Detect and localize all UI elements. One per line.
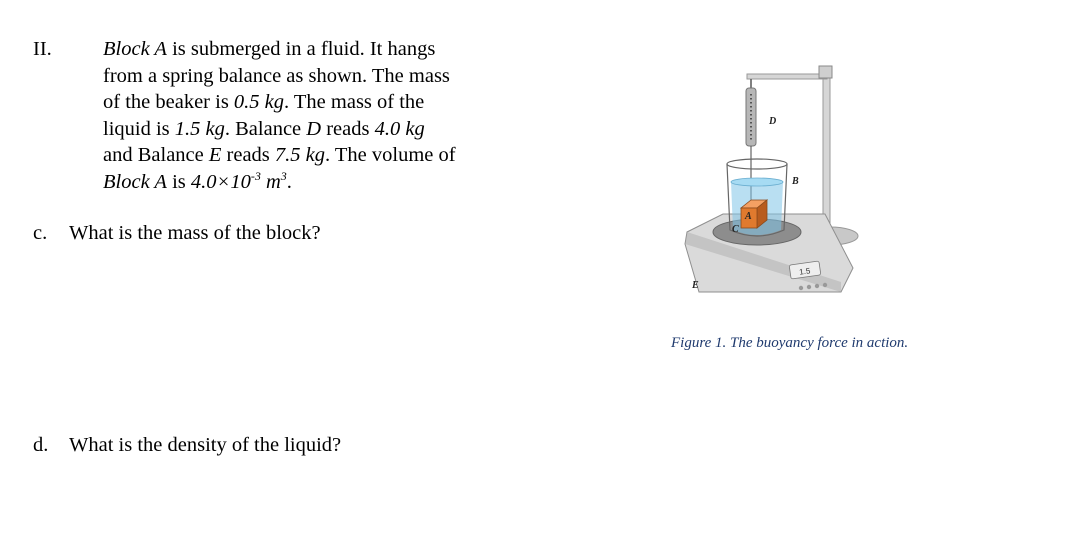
block-a-label: Block A — [103, 170, 167, 193]
label-d: D — [769, 116, 777, 127]
question-d-label: d. — [33, 434, 49, 456]
problem-line-2: from a spring balance as shown. The mass — [103, 64, 450, 87]
text-run: is — [166, 170, 191, 193]
question-d — [33, 432, 341, 459]
liquid-mass: 1.5 kg — [174, 117, 225, 140]
label-b: B — [792, 176, 799, 187]
label-e: E — [692, 280, 699, 291]
scale-button — [815, 284, 819, 288]
text-run: of the beaker is — [103, 91, 234, 113]
problem-line-4 — [103, 116, 523, 143]
volume-mantissa: 4.0×10 — [190, 170, 251, 193]
text-run: is submerged in a fluid. It hangs — [166, 38, 436, 60]
problem-line-6 — [103, 169, 523, 196]
var-d: D — [306, 117, 322, 140]
volume-exponent: -3 — [250, 168, 261, 183]
text-run: reads — [221, 144, 275, 166]
liquid-surface — [731, 178, 783, 186]
scale-display-reading: 1.5 — [798, 266, 811, 277]
stand-clamp — [819, 66, 832, 78]
balance-e-reading: 7.5 kg — [274, 144, 326, 166]
scale-button — [807, 285, 811, 289]
question-d-text: What is the density of the liquid? — [69, 434, 342, 456]
balance-d-reading: 4.0 kg — [374, 117, 425, 140]
text-run: . The mass of the — [284, 91, 425, 113]
problem-statement — [103, 36, 523, 195]
label-a: A — [745, 211, 752, 222]
text-run: . The volume of — [325, 144, 456, 166]
section-number: II. — [33, 38, 52, 60]
problem-line-1 — [103, 36, 523, 63]
text-run: Block — [103, 38, 155, 60]
text-run: liquid is — [103, 117, 175, 140]
volume-unit: m — [265, 170, 281, 193]
problem-line-5 — [103, 142, 523, 169]
text-run: reads — [321, 117, 375, 140]
text-run: . Balance — [224, 117, 307, 140]
problem-line-3 — [103, 89, 523, 116]
figure-caption: Figure 1. The buoyancy force in action. — [671, 335, 909, 351]
stand-pole — [823, 70, 830, 236]
beaker-mass: 0.5 kg — [233, 91, 285, 113]
beaker-rim — [727, 159, 787, 169]
balance-body — [746, 88, 756, 146]
unit-exponent: 3 — [280, 168, 287, 183]
var-e: E — [208, 144, 222, 166]
question-c-label: c. — [33, 222, 48, 244]
stand-arm — [747, 74, 827, 79]
var-a: A — [154, 38, 167, 60]
scale-button — [823, 283, 827, 287]
text-run: . — [286, 170, 292, 193]
label-c: C — [732, 224, 739, 235]
text-run: and Balance — [103, 144, 209, 166]
scale-button — [799, 286, 803, 290]
question-c — [33, 220, 321, 247]
buoyancy-figure — [675, 60, 875, 300]
question-c-text: What is the mass of the block? — [69, 222, 321, 244]
